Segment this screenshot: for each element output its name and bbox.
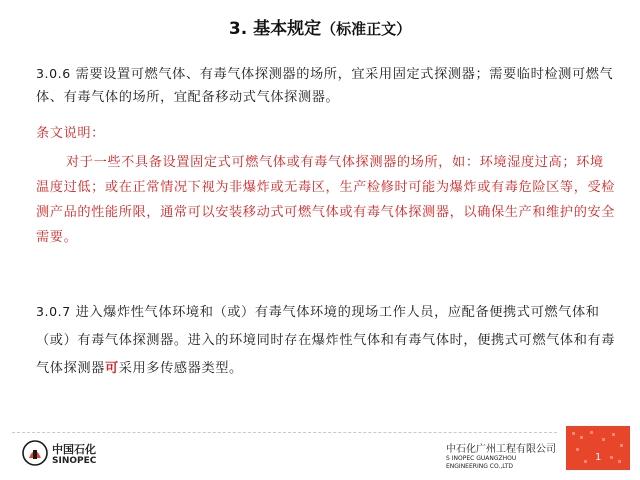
clause-3-0-7 — [36, 298, 616, 383]
note-text: 对于一些不具备设置固定式可燃气体或有毒气体探测器的场所，如：环境湿度过高；环境温度过低；或在正常情况下视为非爆炸或无毒区，生产检修时可能为爆炸或有毒危险区等，受检测产品的性能所限，通常可以安装移动式可燃气体或有毒气体探测器，以确保生产和维护的安全需要。 — [36, 155, 616, 245]
clause-text-b: 采用多传感器类型。 — [118, 361, 243, 376]
clause-text-a: 进入爆炸性气体环境和（或）有毒气体环境的现场工作人员，应配备便携式可燃气体和（或）有毒气体探测器。进入的环境同时存在爆炸性气体和有毒气体时，便携式可燃气体和有毒气体探测器 — [36, 305, 616, 376]
highlight-text: 可 — [104, 361, 119, 376]
corner-pattern-icon — [566, 426, 630, 470]
page-title — [0, 14, 640, 39]
title-main: 3. 基本规定 — [228, 19, 322, 39]
logo-name-en: SINOPEC — [52, 456, 97, 466]
title-sub: （标准正文） — [321, 20, 412, 38]
note-title: 条文说明： — [36, 126, 105, 141]
clause-number: 3.0.7 — [36, 304, 71, 319]
clause-3-0-6 — [36, 63, 616, 109]
corner-decoration — [566, 426, 630, 470]
note-text-block — [36, 150, 616, 250]
logo-name-cn: 中国石化 — [52, 443, 96, 456]
clause-text: 需要设置可燃气体、有毒气体探测器的场所，宜采用固定式探测器；需要临时检测可燃气体、有毒气体的场所，宜配备移动式气体探测器。 — [36, 67, 614, 105]
footer-divider — [12, 432, 557, 433]
company-name-en: S INOPEC GUANGZHOU ENGINEERING CO.,LTD — [446, 455, 517, 470]
sinopec-logo-icon — [22, 440, 48, 466]
page-number: 1 — [595, 452, 602, 463]
clause-number: 3.0.6 — [36, 66, 71, 81]
company-name-cn: 中石化广州工程有限公司 — [446, 444, 556, 455]
